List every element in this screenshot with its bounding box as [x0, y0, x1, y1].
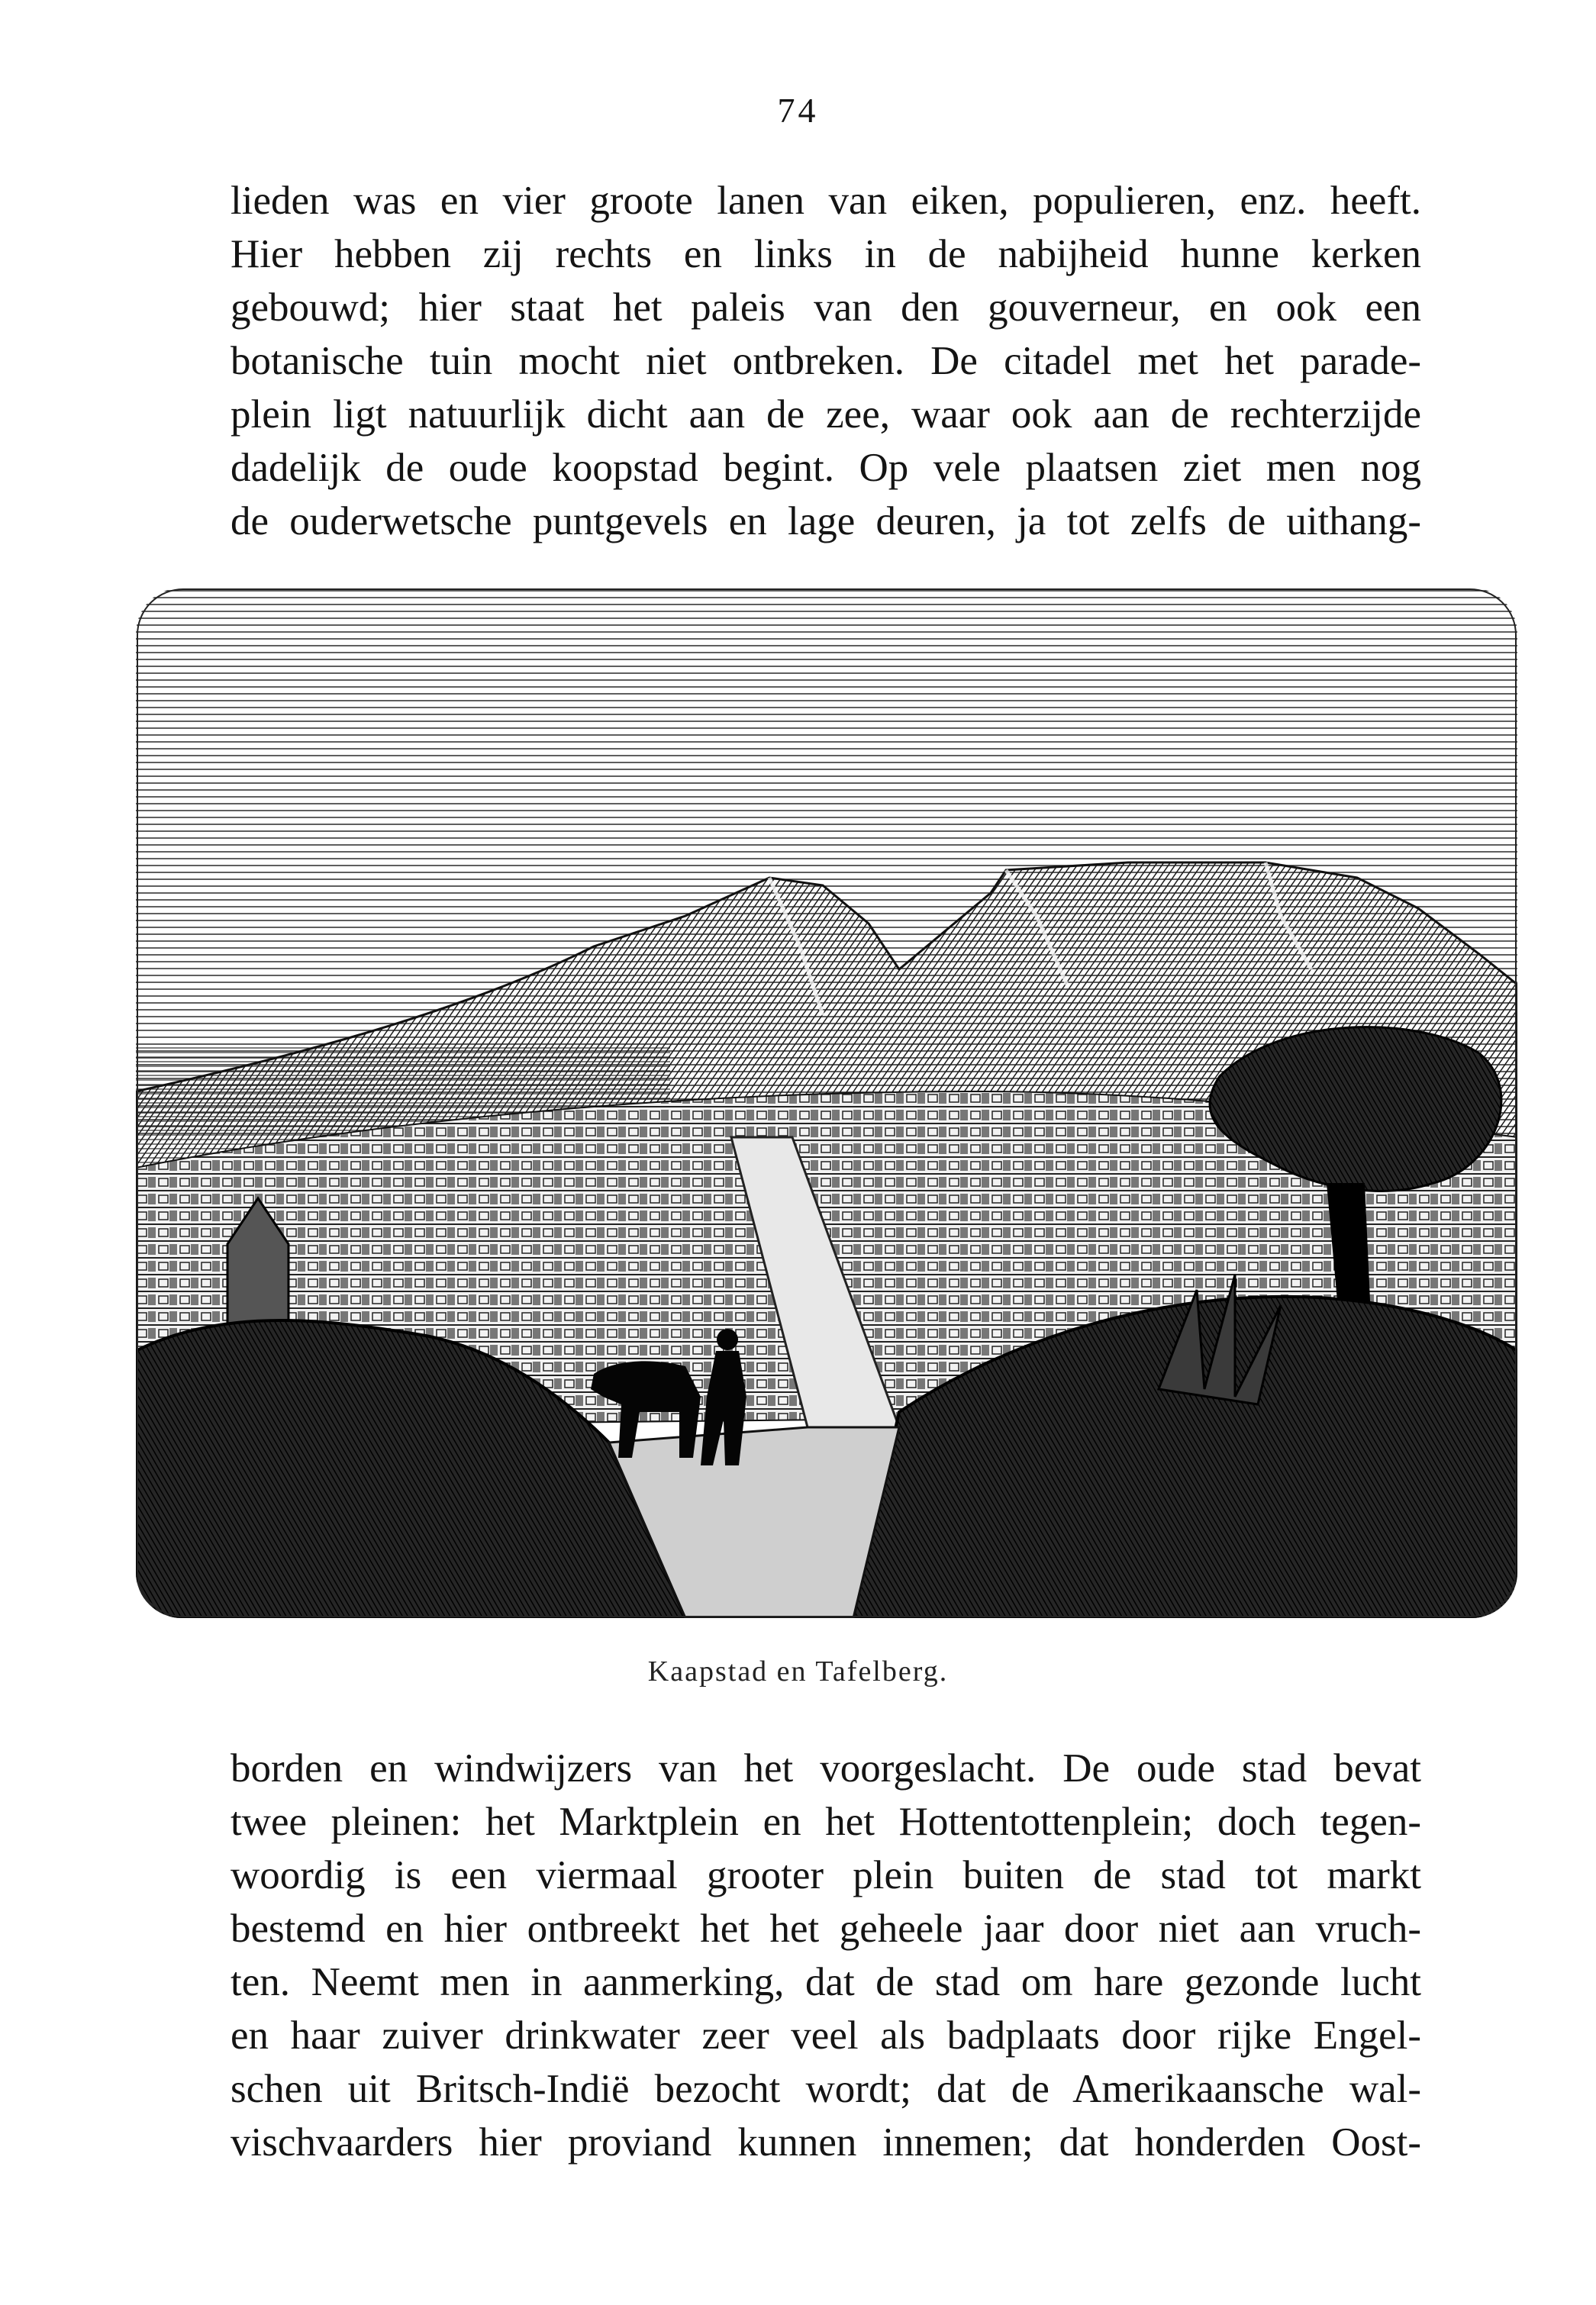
paragraph-bottom — [231, 1742, 1421, 2169]
page-number: 74 — [777, 91, 819, 130]
text-line: dadelijk de oude koopstad begint. Op vele plaatsen ziet men nog — [231, 446, 1421, 490]
text-line: borden en windwijzers van het voorgeslacht. De oude stad bevat — [231, 1746, 1421, 1791]
text-line: woordig is een viermaal grooter plein buiten de stad tot markt — [231, 1853, 1421, 1897]
text-line: de ouderwetsche puntgevels en lage deuren, ja tot zelfs de uithang- — [231, 499, 1421, 543]
figure-caption: Kaapstad en Tafelberg. — [647, 1655, 949, 1688]
text-line: schen uit Britsch-Indië bezocht wordt; dat de Amerikaansche wal- — [231, 2067, 1421, 2111]
engraving-svg — [136, 588, 1517, 1618]
text-line: botanische tuin mocht niet ontbreken. De citadel met het parade- — [231, 339, 1421, 383]
paragraph-top — [231, 174, 1421, 548]
text-line: bestemd en hier ontbreekt het het geheele jaar door niet aan vruch- — [231, 1907, 1421, 1951]
text-line: en haar zuiver drinkwater zeer veel als badplaats door rijke Engel- — [231, 2013, 1421, 2058]
text-line: lieden was en vier groote lanen van eiken, populieren, enz. heeft. — [231, 179, 1421, 223]
text-line: twee pleinen: het Marktplein en het Hottentottenplein; doch tegen- — [231, 1800, 1421, 1844]
engraving-illustration — [136, 588, 1517, 1618]
text-line: plein ligt natuurlijk dicht aan de zee, waar ook aan de rechterzijde — [231, 392, 1421, 437]
text-line: vischvaarders hier proviand kunnen innemen; dat honderden Oost- — [231, 2120, 1421, 2165]
text-line: gebouwd; hier staat het paleis van den gouverneur, en ook een — [231, 285, 1421, 330]
text-line: ten. Neemt men in aanmerking, dat de stad om hare gezonde lucht — [231, 1960, 1421, 2004]
text-line: Hier hebben zij rechts en links in de nabijheid hunne kerken — [231, 232, 1421, 276]
